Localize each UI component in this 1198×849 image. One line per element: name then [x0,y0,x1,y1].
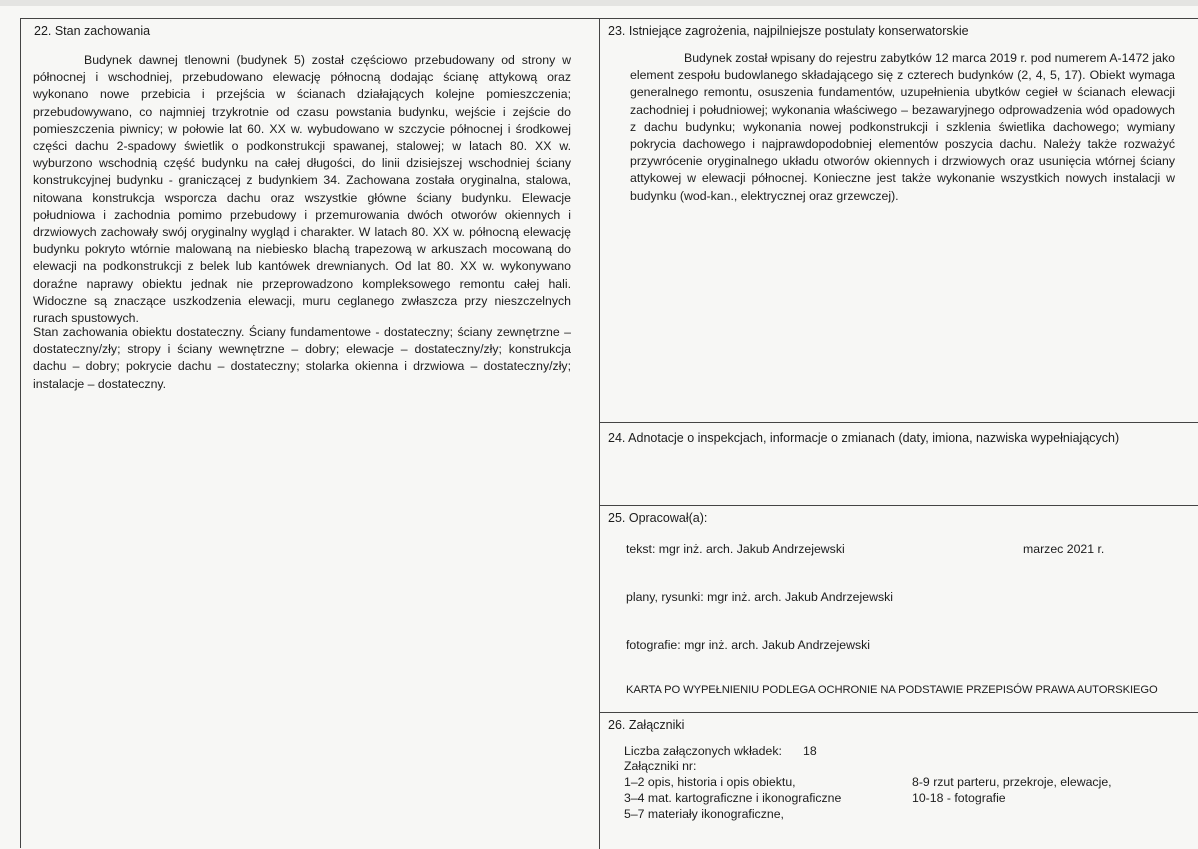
attachments-count-label: Liczba załączonych wkładek: [624,744,782,758]
author-photos-line: fotografie: mgr inż. arch. Jakub Andrzejewski [626,638,870,652]
section-24-annotations [600,423,1198,506]
record-card-sheet [20,18,1198,848]
section-23-heading: 23. Istniejące zagrożenia, najpilniejsze postulaty konserwatorskie [608,24,969,38]
section-23-paragraph: Budynek został wpisany do rejestru zabytków 12 marca 2019 r. pod numerem A-1472 jako element zespołu budowlanego składającego się z czterech budynków (2, 4, 5, 17). Obiekt wymaga generalnego remontu, osuszenia fundamentów, uzupełnienia ubytków cegieł w ścianach elewacji zachodniej i południowej; wykonania właściwego – bezawaryjnego odprowadzenia wód opadowych z dachu budynku; wykonania nowej podkonstrukcji i szklenia świetlika dachowego; wymiany pokrycia dachowego i najprawdopodobniej elementów poszycia dachu. Należy także rozważyć przywrócenie oryginalnego układu otworów okiennych i drzwiowych oraz usunięcia wtórnej ściany attykowej w elewacji północnej. Konieczne jest także wykonanie wszystkich nowych instalacji w budynku (wod-kan., elektrycznej oraz grzewczej). [630,51,1175,203]
attachment-item: 5–7 materiały ikonograficzne, [624,807,784,821]
author-text-line: tekst: mgr inż. arch. Jakub Andrzejewski [626,542,845,556]
section-23-threats [600,19,1198,423]
attachment-item: 1–2 opis, historia i opis obiektu, [624,775,796,789]
scan-top-band [0,0,1198,6]
attachment-item: 3–4 mat. kartograficzne i ikonograficzne [624,791,842,805]
right-column [600,19,1198,849]
author-date: marzec 2021 r. [1023,542,1105,556]
section-22-paragraph-assessment: Stan zachowania obiektu dostateczny. Ściany fundamentowe - dostateczny; ściany zewnętrzne – dostateczny/zły; stropy i ściany wewnętrzne – dobry; elewacje – dostateczny/zły; konstrukcja dachu – dobry; pokrycie dachu – dostateczny; stolarka okienna i drzwiowa – dostateczny/zły; instalacje – dostateczny. [33,325,571,391]
attachments-list-label: Załączniki nr: [624,759,697,773]
section-26-attachments [600,713,1198,849]
attachment-item: 8-9 rzut parteru, przekroje, elewacje, [912,775,1112,789]
section-26-heading: 26. Załączniki [608,718,685,732]
section-25-author [600,506,1198,713]
section-22-condition [21,19,600,849]
author-plans-line: plany, rysunki: mgr inż. arch. Jakub Andrzejewski [626,590,893,604]
section-22-paragraph-history: Budynek dawnej tlenowni (budynek 5) został częściowo przebudowany od strony w północnej i wschodniej, przebudowano elewację północną dodając ścianę attykową oraz wykonano nowe przebicia i przejścia w ścianach działających kolejne pomieszczenia; przebudowywano, co najmniej trzykrotnie od czasu powstania budynku, wejście i zejście do pomieszczenia piwnicy; w połowie lat 60. XX w. wybudowano w szczycie północnej i środkowej części dachu 2-spadowy świetlik o podkonstrukcji spawanej, stalowej; w latach 80. XX w. wyburzono wschodnią część budynku na całej długości, do linii dzisiejszej wschodniej ściany konstrukcyjnej budynku - graniczącej z budynkiem 34. Zachowana została oryginalna, stalowa, nitowana konstrukcja wsporcza dachu oraz wszystkie główne ściany budynku. Elewacje południowa i zachodnia pomimo przebudowy i przemurowania dwóch otworów okiennych i drzwiowych zachowały swój oryginalny wygląd i charakter. W latach 80. XX w. północną elewację budynku pokryto wtórnie malowaną na niebiesko blachą trapezową w arkuszach mocowaną do elewacji na podkonstrukcji z belek lub kantówek drewnianych. Od lat 80. XX w. wykonywano doraźne naprawy obiektu jednak nie przeprowadzono kompleksowego remontu całej hali. Widoczne są znaczące uszkodzenia elewacji, muru ceglanego zwłaszcza przy nieszczelnych rurach spustowych. [33,53,571,326]
section-24-heading: 24. Adnotacje o inspekcjach, informacje o zmianach (daty, imiona, nazwiska wypełniających) [608,431,1120,445]
copyright-notice: KARTA PO WYPEŁNIENIU PODLEGA OCHRONIE NA PODSTAWIE PRZEPISÓW PRAWA AUTORSKIEGO [626,684,1158,696]
attachments-count-value: 18 [803,744,817,758]
section-25-heading: 25. Opracował(a): [608,511,708,525]
section-22-heading: 22. Stan zachowania [34,24,151,38]
attachment-item: 10-18 - fotografie [912,791,1006,805]
